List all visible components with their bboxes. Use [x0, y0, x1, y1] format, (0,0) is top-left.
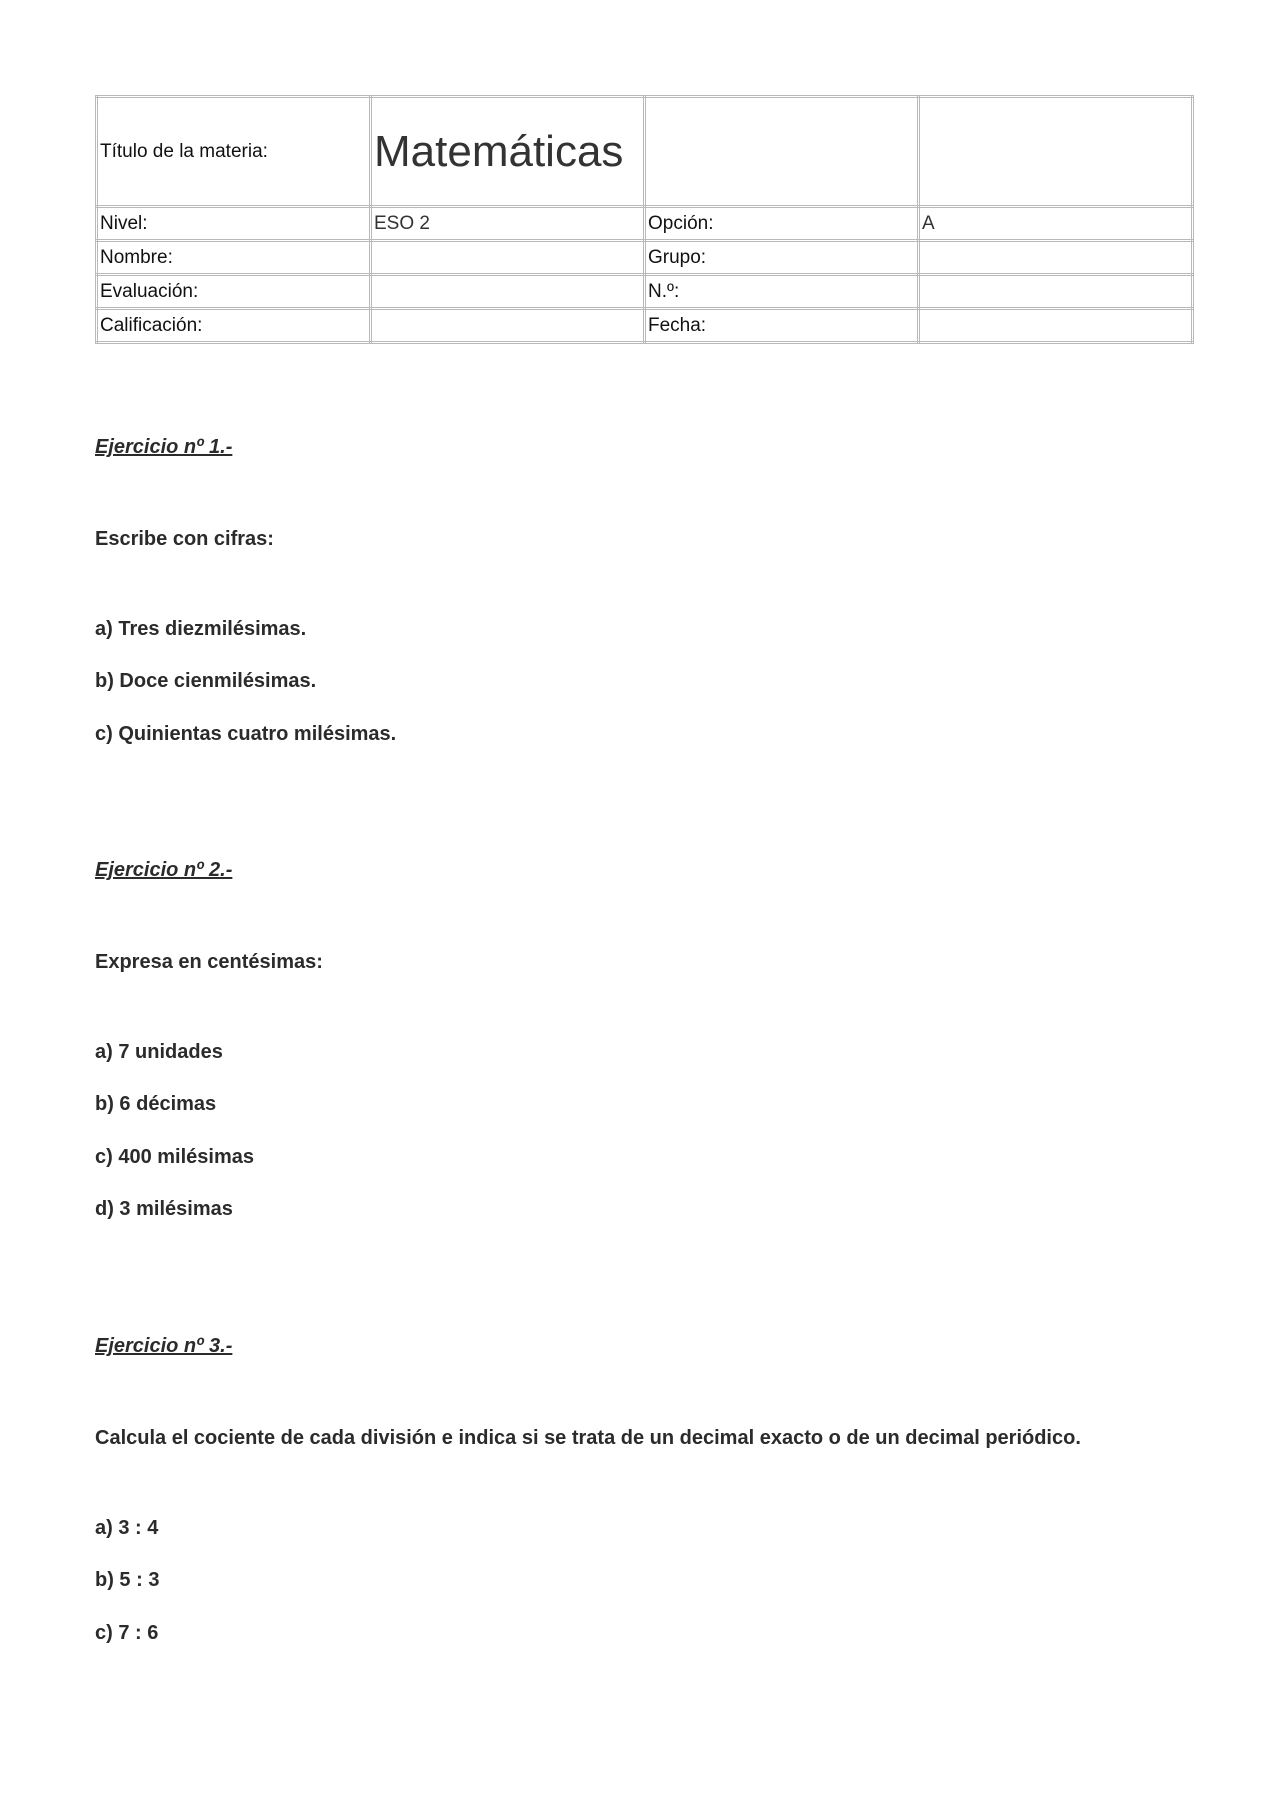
nombre-label: Nombre: — [97, 241, 371, 275]
evaluacion-value — [371, 275, 645, 309]
empty-cell — [645, 97, 919, 207]
opcion-label: Opción: — [645, 207, 919, 241]
exercise-2-title: Ejercicio nº 2.- — [95, 859, 233, 881]
nivel-label: Nivel: — [97, 207, 371, 241]
exercise-3-item-c: c) 7 : 6 — [95, 1622, 159, 1644]
evaluacion-label: Evaluación: — [97, 275, 371, 309]
fecha-value — [919, 309, 1193, 343]
header-row-nivel — [97, 207, 1193, 241]
nombre-value — [371, 241, 645, 275]
exercise-3-item-a: a) 3 : 4 — [95, 1517, 159, 1539]
header-row-nombre — [97, 241, 1193, 275]
subject-label: Título de la materia: — [97, 97, 371, 207]
exercise-2-item-a: a) 7 unidades — [95, 1041, 223, 1063]
exercise-3-item-b: b) 5 : 3 — [95, 1569, 160, 1591]
exercise-1-statement: Escribe con cifras: — [95, 528, 274, 550]
exercise-1-title: Ejercicio nº 1.- — [95, 436, 233, 458]
exercise-3-title: Ejercicio nº 3.- — [95, 1335, 233, 1357]
exercise-3-statement: Calcula el cociente de cada división e indica si se trata de un decimal exacto o de un decimal periódico. — [95, 1427, 1081, 1449]
calificacion-value — [371, 309, 645, 343]
nivel-value: ESO 2 — [371, 207, 645, 241]
empty-cell — [919, 97, 1193, 207]
header-title-row — [97, 97, 1193, 207]
exercise-2-item-c: c) 400 milésimas — [95, 1146, 254, 1168]
calificacion-label: Calificación: — [97, 309, 371, 343]
exercise-2-item-b: b) 6 décimas — [95, 1093, 217, 1115]
grupo-value — [919, 241, 1193, 275]
fecha-label: Fecha: — [645, 309, 919, 343]
header-row-calificacion — [97, 309, 1193, 343]
exercise-2-item-d: d) 3 milésimas — [95, 1198, 233, 1220]
exercise-2-statement: Expresa en centésimas: — [95, 951, 323, 973]
header-row-evaluacion — [97, 275, 1193, 309]
numero-label: N.º: — [645, 275, 919, 309]
grupo-label: Grupo: — [645, 241, 919, 275]
numero-value — [919, 275, 1193, 309]
exercise-1-item-a: a) Tres diezmilésimas. — [95, 618, 307, 640]
opcion-value: A — [919, 207, 1193, 241]
subject-value: Matemáticas — [371, 97, 645, 207]
header-table — [95, 95, 1194, 344]
exercise-1-item-b: b) Doce cienmilésimas. — [95, 670, 317, 692]
exercise-1-item-c: c) Quinientas cuatro milésimas. — [95, 723, 397, 745]
